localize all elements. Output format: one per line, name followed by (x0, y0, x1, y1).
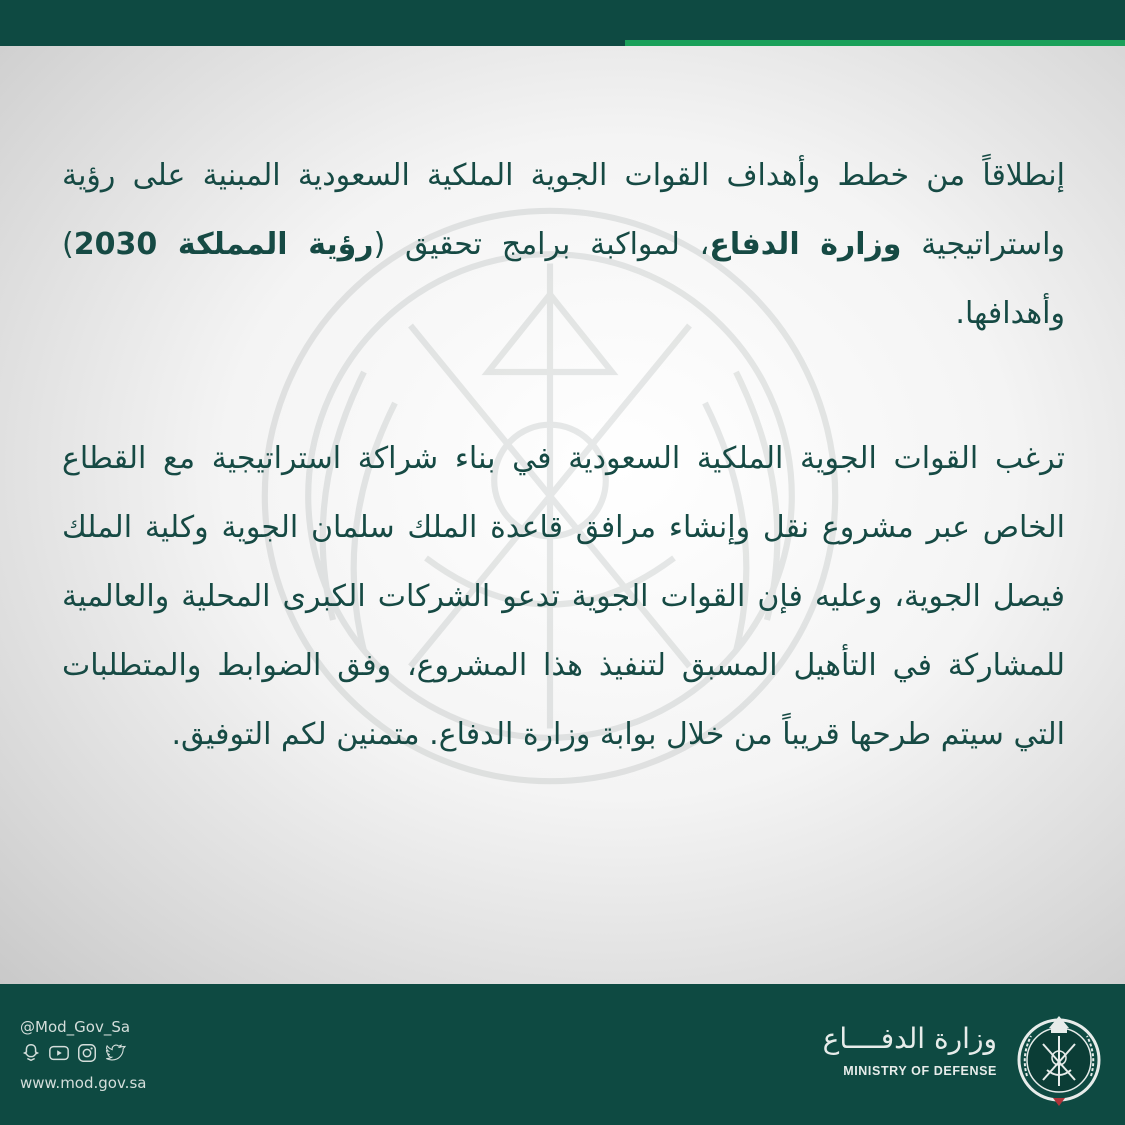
ministry-name-english: MINISTRY OF DEFENSE (843, 1064, 997, 1078)
instagram-icon[interactable] (76, 1042, 98, 1064)
intro-text-2: ، لمواكبة برامج تحقيق ( (373, 227, 710, 262)
footer (0, 984, 1125, 1125)
youtube-icon[interactable] (48, 1042, 70, 1064)
intro-paragraph (62, 141, 1065, 348)
intro-text-3: ) وأهدافها. (62, 227, 1065, 331)
ministry-name-arabic: وزارة الدفــــاع (822, 1022, 997, 1055)
social-handle[interactable]: @Mod_Gov_Sa (20, 1018, 131, 1036)
social-icons (20, 1042, 126, 1064)
ministry-emblem-icon (1013, 1006, 1105, 1114)
intro-text-1: إنطلاقاً من خطط وأهداف القوات الجوية الملكية السعودية المبنية على رؤية واستراتيجية (62, 158, 1066, 262)
vision-highlight: رؤية المملكة 2030 (73, 227, 374, 262)
ministry-highlight: وزارة الدفاع (709, 227, 902, 262)
content-area (0, 46, 1125, 984)
snapchat-icon[interactable] (20, 1042, 42, 1064)
announcement-paragraph: ترغب القوات الجوية الملكية السعودية في بناء شراكة استراتيجية مع القطاع الخاص عبر مشروع نقل وإنشاء مرافق قاعدة الملك سلمان الجوية وكلية الملك فيصل الجوية، وعليه فإن القوات الجوية تدعو الشركات الكبرى المحلية والعالمية للمشاركة في التأهيل المسبق لتنفيذ هذا المشروع، وفق الضوابط والمتطلبات التي سيتم طرحها قريباً من خلال بوابة وزارة الدفاع. متمنين لكم التوفيق. (62, 441, 1065, 752)
website-link[interactable]: www.mod.gov.sa (20, 1074, 147, 1092)
twitter-icon[interactable] (104, 1042, 126, 1064)
